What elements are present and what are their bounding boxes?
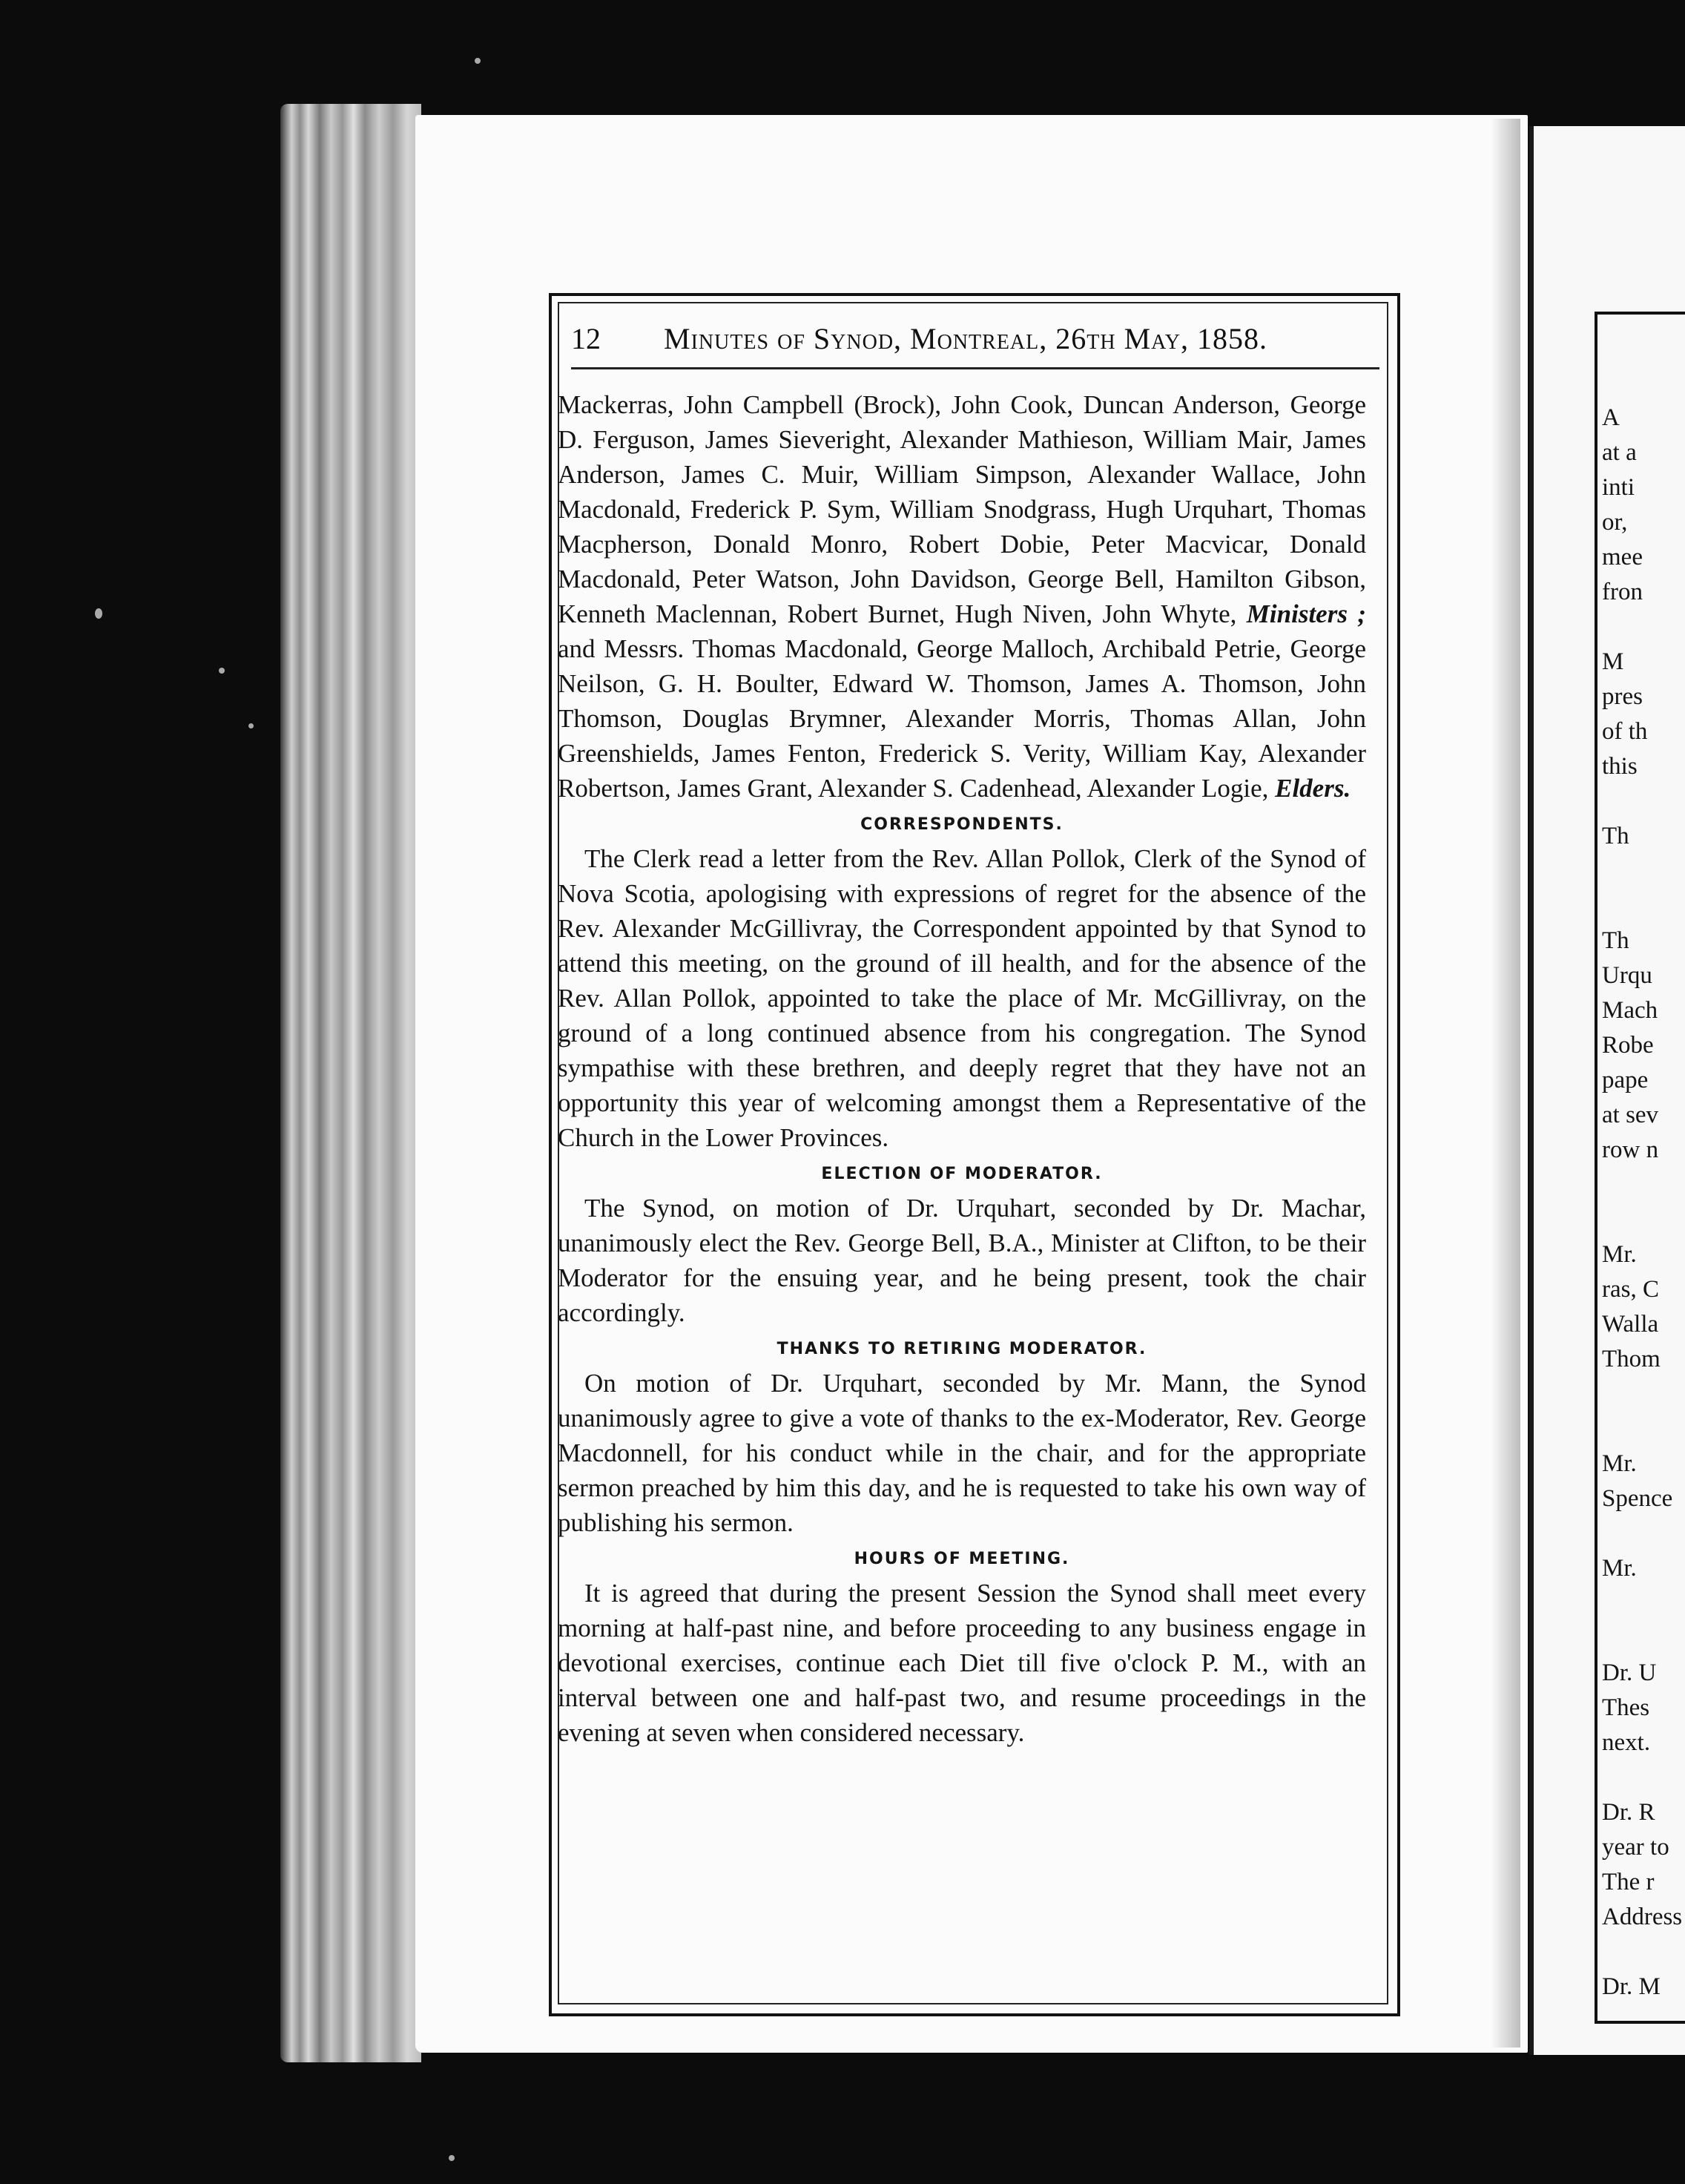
facing-page-line: year to <box>1602 1834 1669 1861</box>
section-heading-correspondents: CORRESPONDENTS. <box>860 815 1064 834</box>
scan-speck <box>219 668 225 674</box>
scan-speck <box>248 723 254 728</box>
scan-speck <box>475 58 481 64</box>
facing-page-line: M <box>1602 648 1624 675</box>
facing-page-line: fron <box>1602 579 1643 605</box>
facing-page-line <box>1602 1621 1684 1656</box>
facing-page-line <box>1602 1377 1684 1412</box>
running-head-title: Minutes of Synod, Montreal, 26th May, 1858. <box>664 322 1268 355</box>
book-page-edges <box>280 104 421 2062</box>
facing-page-line: Walla <box>1602 1311 1659 1338</box>
facing-page-line <box>1602 1203 1684 1237</box>
facing-page-line <box>1602 1516 1684 1551</box>
facing-page-line: or, <box>1602 509 1628 536</box>
facing-page-line <box>1602 1168 1684 1203</box>
ministers-label: Ministers ; <box>1246 599 1366 628</box>
page-body <box>558 387 1366 1750</box>
facing-page-line <box>1602 1935 1684 1970</box>
facing-page-line: Dr. R <box>1602 1799 1655 1826</box>
facing-page-line: Thom <box>1602 1346 1661 1372</box>
facing-page-line: Robe <box>1602 1032 1654 1059</box>
section-body-hours: It is agreed that during the present Session the Synod shall meet every morning at half-past nine, and before proceeding to any business engage in devotional exercises, continue each Diet till five o'clock P. M., with an interval between one and half-past two, and resume proceedings in the evening at seven when considered necessary. <box>558 1579 1366 1747</box>
ministers-list: Mackerras, John Campbell (Brock), John Cook, Duncan Anderson, George D. Ferguson, James Sieveright, Alexander Mathieson, William Mair, James Anderson, James C. Muir, William Simpson, Alexander Wallace, John Macdonald, Frederick P. Sym, William Snodgrass, Hugh Urquhart, Thomas Macpherson, Donald Monro, Robert Dobie, Peter Macvicar, Donald Macdonald, Peter Watson, John Davidson, George Bell, Hamilton Gibson, Kenneth Maclennan, Robert Burnet, Hugh Niven, John Whyte, <box>558 390 1366 628</box>
section-body-thanks: On motion of Dr. Urquhart, seconded by Mr. Mann, the Synod unanimously agree to give a vote of thanks to the ex-Moderator, Rev. George Macdonnell, for his conduct while in the chair, and for the appropriate sermon preached by him this day, and he is requested to take his own way of publishing his sermon. <box>558 1369 1366 1537</box>
facing-page-line: at a <box>1602 439 1637 466</box>
facing-page-line <box>1602 1760 1684 1795</box>
roll-paragraph <box>558 387 1366 806</box>
page-number: 12 <box>571 322 601 355</box>
facing-page-line <box>1602 610 1684 645</box>
facing-page-line: pape <box>1602 1067 1649 1093</box>
facing-page-text <box>1602 401 1684 2004</box>
facing-page-line <box>1602 1586 1684 1621</box>
facing-page-line: ras, C <box>1602 1276 1659 1303</box>
facing-page-line: inti <box>1602 474 1635 501</box>
facing-page-line: pres <box>1602 683 1643 710</box>
facing-page-line <box>1602 1412 1684 1447</box>
section-body-election: The Synod, on motion of Dr. Urquhart, seconded by Dr. Machar, unanimously elect the Rev. George Bell, B.A., Minister at Clifton, to be their Moderator for the ensuing year, and he being present, took the chair accordingly. <box>558 1194 1366 1327</box>
facing-page-line: Dr. U <box>1602 1660 1657 1686</box>
facing-page-line: A <box>1602 404 1620 431</box>
facing-page-line: Spence <box>1602 1485 1673 1512</box>
facing-page-line <box>1602 854 1684 889</box>
facing-page-line: Mr. <box>1602 1555 1637 1582</box>
facing-page-line: Th <box>1602 823 1629 849</box>
facing-page-line: Mach <box>1602 997 1658 1024</box>
facing-page-line: The r <box>1602 1869 1655 1895</box>
facing-page-line: this <box>1602 753 1638 780</box>
facing-page-line: Dr. M <box>1602 1973 1661 2000</box>
facing-page-line <box>1602 784 1684 819</box>
running-head <box>571 315 1379 369</box>
facing-page-line: next. <box>1602 1729 1651 1756</box>
facing-page-line: Urqu <box>1602 962 1652 989</box>
facing-page-line: Th <box>1602 927 1629 954</box>
elders-list: and Messrs. Thomas Macdonald, George Malloch, Archibald Petrie, George Neilson, G. H. Boulter, Edward W. Thomson, James A. Thomson, John Thomson, Douglas Brymner, Alexander Morris, Thomas Allan, John Greenshields, James Fenton, Frederick S. Verity, William Kay, Alexander Robertson, James Grant, Alexander S. Cadenhead, Alexander Logie, <box>558 634 1366 803</box>
facing-page-line: mee <box>1602 544 1643 570</box>
scan-speck <box>95 608 102 619</box>
elders-label: Elders. <box>1275 774 1351 803</box>
section-heading-hours: HOURS OF MEETING. <box>854 1550 1070 1568</box>
facing-page-line: of th <box>1602 718 1648 745</box>
facing-page-line: Address <box>1602 1904 1683 1930</box>
section-heading-election: ELECTION OF MODERATOR. <box>821 1165 1103 1183</box>
facing-page-line: at sev <box>1602 1102 1659 1128</box>
section-heading-thanks: THANKS TO RETIRING MODERATOR. <box>776 1340 1147 1358</box>
facing-page-line: Thes <box>1602 1694 1650 1721</box>
facing-page-line: Mr. <box>1602 1450 1637 1477</box>
section-body-correspondents: The Clerk read a letter from the Rev. Allan Pollok, Clerk of the Synod of Nova Scotia, apologising with expressions of regret for the absence of the Rev. Alexander McGillivray, the Correspondent appointed by that Synod to attend this meeting, on the ground of ill health, and for the absence of the Rev. Allan Pollok, appointed to take the place of Mr. McGillivray, on the ground of a long continued absence from his congregation. The Synod sympathise with these brethren, and deeply regret that they have not an opportunity this year of welcoming amongst them a Representative of the Church in the Lower Provinces. <box>558 844 1366 1152</box>
scan-speck <box>449 2155 455 2161</box>
facing-page-line: row n <box>1602 1137 1659 1163</box>
facing-page-line: Mr. <box>1602 1241 1637 1268</box>
page-gutter-shadow <box>1491 119 1520 2048</box>
facing-page-line <box>1602 889 1684 924</box>
